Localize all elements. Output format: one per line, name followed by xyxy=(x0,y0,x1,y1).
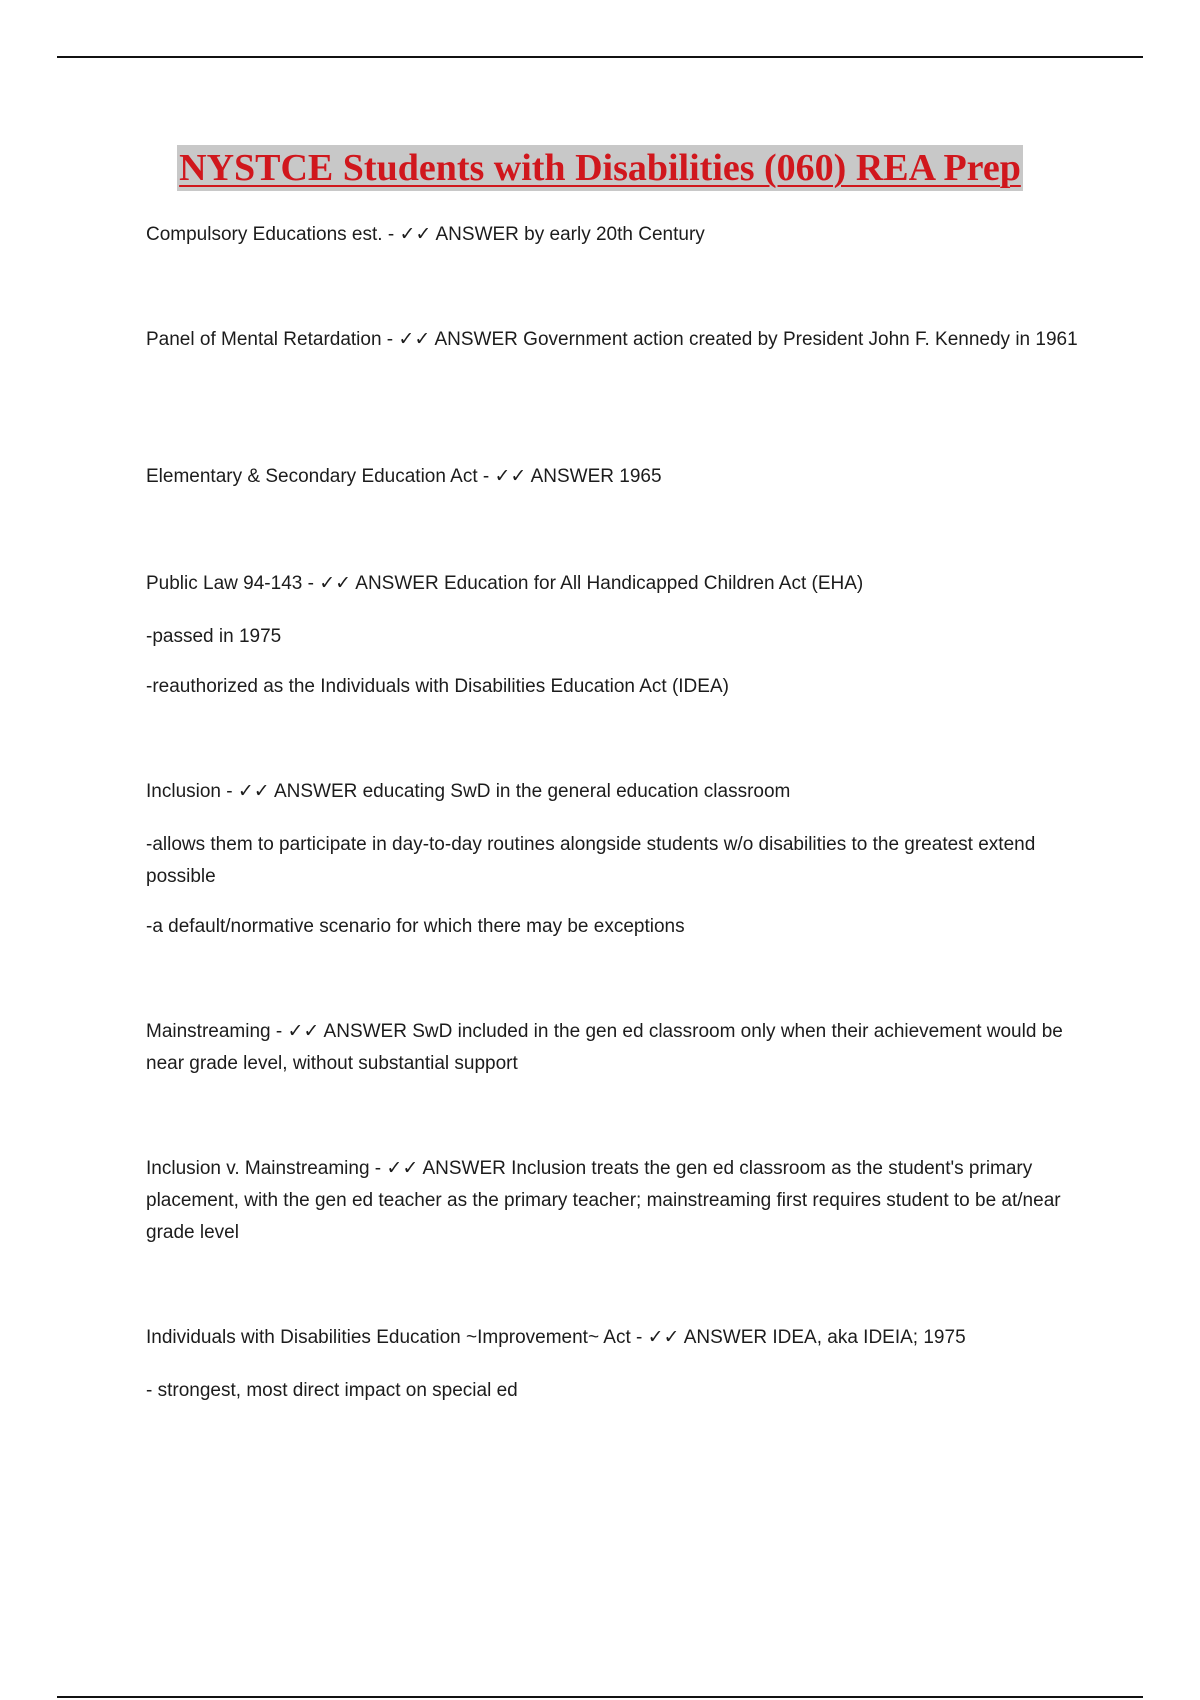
card-6-text: Mainstreaming - ✓✓ ANSWER SwD included in the gen ed classroom only when their achievement would be near grade level, without substantial support xyxy=(146,1021,1063,1074)
card-7-text: Inclusion v. Mainstreaming - ✓✓ ANSWER Inclusion treats the gen ed classroom as the student's primary placement, with the gen ed teacher as the primary teacher; mainstreaming first requires student to be at/near grade level xyxy=(146,1158,1061,1243)
page-title: NYSTCE Students with Disabilities (060) REA Prep xyxy=(179,147,1021,189)
card-2-text: Panel of Mental Retardation - ✓✓ ANSWER Government action created by President John F. Kennedy in 1961 xyxy=(146,329,1078,350)
card-4-note-2: -reauthorized as the Individuals with Disabilities Education Act (IDEA) xyxy=(146,676,729,697)
card-3-text: Elementary & Secondary Education Act - ✓✓ ANSWER 1965 xyxy=(146,466,662,487)
card-8-text: Individuals with Disabilities Education ~Improvement~ Act - ✓✓ ANSWER IDEA, aka IDEIA; 1975 xyxy=(146,1327,966,1348)
card-8-note-1: - strongest, most direct impact on special ed xyxy=(146,1380,518,1401)
footer-rule xyxy=(57,1696,1143,1698)
card-5-note-2: -a default/normative scenario for which there may be exceptions xyxy=(146,916,685,937)
header-rule xyxy=(57,56,1143,58)
card-1-text: Compulsory Educations est. - ✓✓ ANSWER by early 20th Century xyxy=(146,224,705,245)
card-5-note-1: -allows them to participate in day-to-day routines alongside students w/o disabilities to the greatest extend possible xyxy=(146,834,1036,887)
card-4-text: Public Law 94-143 - ✓✓ ANSWER Education for All Handicapped Children Act (EHA) xyxy=(146,573,864,594)
title-block xyxy=(0,145,1200,191)
card-5-text: Inclusion - ✓✓ ANSWER educating SwD in the general education classroom xyxy=(146,781,791,802)
card-4-note-1: -passed in 1975 xyxy=(146,626,282,647)
